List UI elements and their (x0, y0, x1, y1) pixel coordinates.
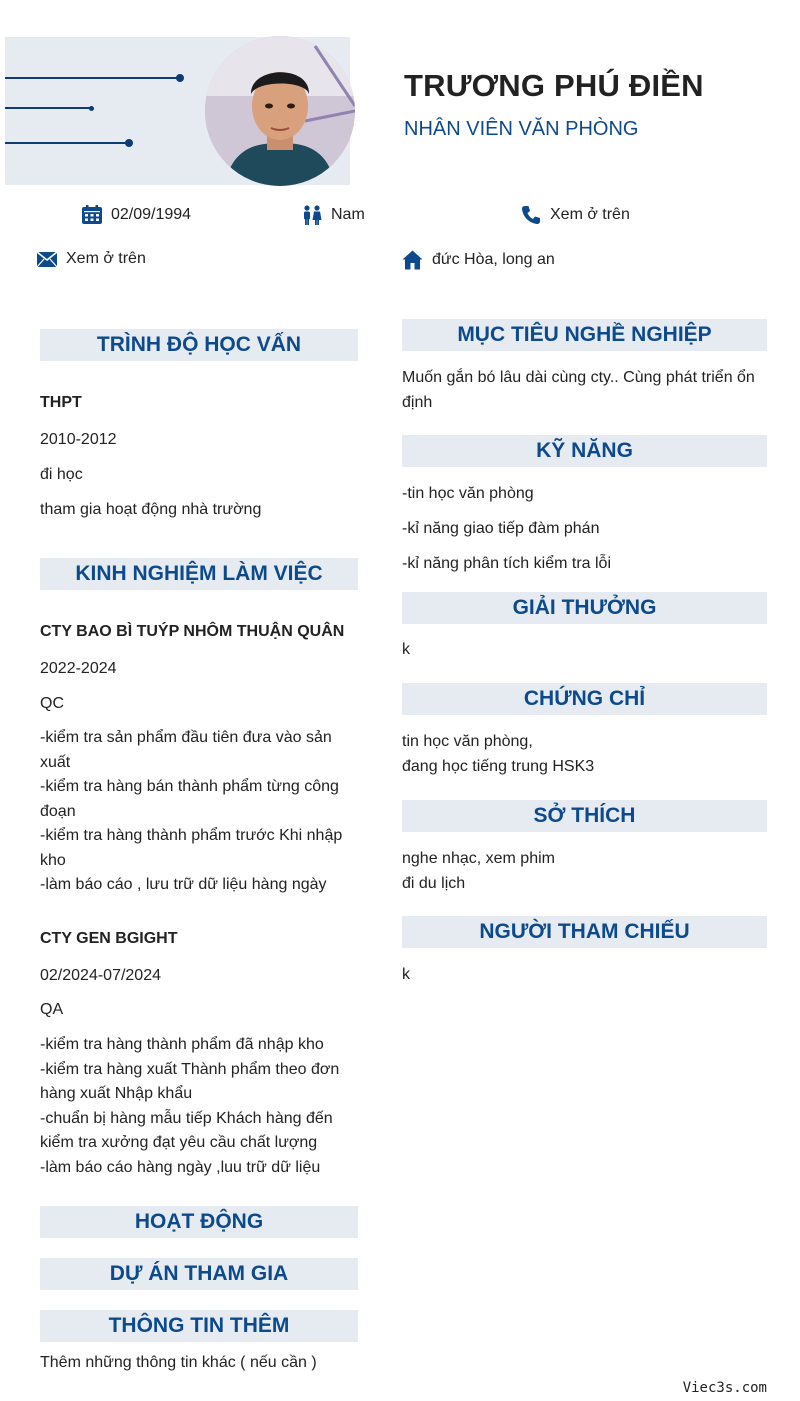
education-period: 2010-2012 (40, 431, 117, 448)
objective-text: Muốn gắn bó lâu dài cùng cty.. Cùng phát triển ổn định (402, 369, 755, 411)
home-icon (402, 250, 423, 270)
objective-heading: MỤC TIÊU NGHỀ NGHIỆP (402, 319, 767, 351)
job-2-position: QA (40, 1001, 64, 1018)
job-1-period: 2022-2024 (40, 660, 117, 677)
address-text: đức Hòa, long an (432, 251, 555, 268)
phone-text: Xem ở trên (550, 206, 630, 223)
job-1-company: CTY BAO BÌ TUÝP NHÔM THUẬN QUÂN (40, 623, 345, 640)
job-1-description: -kiểm tra sản phẩm đầu tiên đưa vào sản xuất -kiểm tra hàng bán thành phẩm từng công đoạn -kiểm tra hàng thành phẩm trước Khi nhập kho -làm báo cáo , lưu trữ dữ liệu hàng ngày (40, 729, 343, 893)
job-1-position: QC (40, 695, 64, 712)
skills-heading: KỸ NĂNG (402, 435, 767, 467)
skill-item: -kỉ năng phân tích kiểm tra lỗi (402, 555, 611, 572)
avatar (205, 36, 355, 186)
skill-item: -kỉ năng giao tiếp đàm phán (402, 520, 600, 537)
education-description: tham gia hoạt động nhà trường (40, 501, 262, 518)
experience-heading: KINH NGHIỆM LÀM VIỆC (40, 558, 358, 590)
envelope-icon (37, 252, 57, 267)
calendar-icon (82, 205, 102, 224)
footer-brand: Viec3s.com (682, 1380, 767, 1396)
education-school: THPT (40, 394, 82, 411)
additional-heading: THÔNG TIN THÊM (40, 1310, 358, 1342)
job-2-period: 02/2024-07/2024 (40, 967, 161, 984)
activities-heading: HOẠT ĐỘNG (40, 1206, 358, 1238)
birthday-info (82, 205, 191, 224)
awards-heading: GIẢI THƯỞNG (402, 592, 767, 624)
certificates-heading: CHỨNG CHỈ (402, 683, 767, 715)
references-heading: NGƯỜI THAM CHIẾU (402, 916, 767, 948)
education-heading: TRÌNH ĐỘ HỌC VẤN (40, 329, 358, 361)
job-2-description: -kiểm tra hàng thành phẩm đã nhập kho -kiểm tra hàng xuất Thành phẩm theo đơn hàng xuất Nhập khẩu -chuẩn bị hàng mẫu tiếp Khách hàng đến kiểm tra xưởng đạt yêu cầu chất lượng -làm báo cáo hàng ngày ,luu trữ dữ liệu (40, 1036, 340, 1176)
skill-item: -tin học văn phòng (402, 485, 534, 502)
email-info (37, 250, 146, 268)
gender-text: Nam (331, 206, 365, 223)
hobbies-heading: SỞ THÍCH (402, 800, 767, 832)
gender-info (302, 205, 365, 225)
certificates-text: tin học văn phòng, đang học tiếng trung HSK3 (402, 733, 595, 775)
hobbies-text: nghe nhạc, xem phim đi du lịch (402, 850, 555, 892)
awards-text: k (402, 641, 410, 658)
candidate-name: TRƯƠNG PHÚ ĐIỀN (404, 68, 704, 103)
decor-line-1 (5, 77, 180, 79)
projects-heading: DỰ ÁN THAM GIA (40, 1258, 358, 1290)
decor-line-3 (5, 142, 129, 144)
address-info (402, 250, 555, 270)
birthday-text: 02/09/1994 (111, 205, 192, 223)
education-major: đi học (40, 466, 83, 483)
additional-text: Thêm những thông tin khác ( nếu cần ) (40, 1354, 317, 1371)
decor-line-2 (5, 107, 92, 109)
job-2-company: CTY GEN BGIGHT (40, 930, 178, 947)
references-text: k (402, 966, 410, 983)
phone-icon (521, 205, 541, 225)
phone-info (521, 205, 630, 225)
email-text: Xem ở trên (66, 250, 146, 267)
job-title: NHÂN VIÊN VĂN PHÒNG (404, 118, 639, 140)
people-icon (302, 205, 322, 225)
